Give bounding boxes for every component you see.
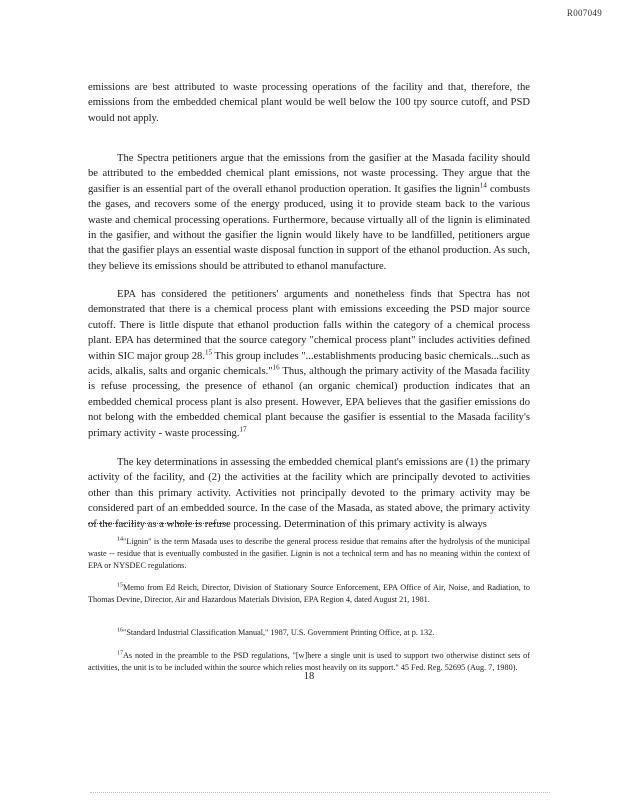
footnote-15-text: Memo from Ed Reich, Director, Division of Stationary Source Enforcement, EPA Office of Air, Noise, and Radiation, to Thomas Devine, Director, Air and Hazardous Materials Division, EPA Region 4, dated August 21, 1981. (88, 583, 530, 605)
paragraph-2-text-a: The Spectra petitioners argue that the emissions from the gasifier at the Masada facility should be attributed to the embedded chemical plant emissions, not waste processing. They argue that the gasifier is an essential part of the overall ethanol production operation. It gasifies the lignin (88, 153, 530, 195)
bottom-scan-edge (90, 792, 550, 793)
footnote-separator (88, 523, 228, 524)
paragraph-3 (88, 287, 530, 441)
footnote-14-mark: 14 (117, 536, 123, 543)
footnote-17-mark: 17 (117, 650, 123, 657)
page-number: 18 (303, 671, 315, 682)
paragraph-3-text-c: Thus, although the primary activity of the Masada facility is refuse processing, the presence of ethanol (an organic chemical) production indicates that an embedded chemical process plant is also present. However, EPA believes that the gasifier emissions do not belong with the embedded chemical plant because the gasifier is essential to the Masada facility's primary activity - waste processing. (88, 366, 530, 439)
document-id: R007049 (566, 8, 602, 18)
paragraph-2 (88, 151, 530, 274)
paragraph-3-text-a: EPA has considered the petitioners' arguments and nonetheless finds that Spectra has not demonstrated that there is a chemical process plant with emissions exceeding the PSD major source cutoff. There is little dispute that ethanol production falls within the category of a chemical process plant. EPA has determined that the source category "chemical process plant" includes activities defined within SIC major group 28. (88, 289, 530, 362)
paragraph-1: emissions are best attributed to waste processing operations of the facility and that, therefore, the emissions from the embedded chemical plant would be well below the 100 tpy source cutoff, and PSD would not apply. (88, 82, 530, 124)
paragraph-3-text-b: This group includes "...establishments producing basic chemicals...such as acids, alkalis, salts and organic chemicals." (88, 350, 531, 378)
footnote-ref-15: 15 (204, 348, 212, 357)
paragraph-4: The key determinations in assessing the embedded chemical plant's emissions are (1) the primary activity of the facility, and (2) the activities at the facility which are principally devoted to activities other than this primary activity. Activities not principally devoted to the primary activity may be considered part of an embedded source. In the case of the Masada, as stated above, the primary activity of the facility as a whole is refuse processing. Determination of this primary activity is always (88, 457, 530, 530)
footnote-ref-16: 16 (272, 363, 280, 372)
footnote-14-text: "Lignin" is the term Masada uses to describe the general process residue that remains after the hydrolysis of the municipal waste -- residue that is eventually combusted in the gasifier. Lignin is not a technical term and has no meaning within the context of EPA or NYSDEC regulations. (88, 537, 530, 571)
footnote-17-text: As noted in the preamble to the PSD regulations, "[w]here a single unit is used to support two otherwise distinct sets of activities, the unit is to be included within the source which relies most heavily on its support." 45 Fed. Reg. 52695 (Aug. 7, 1980). (88, 651, 530, 673)
footnote-16-mark: 16 (117, 627, 123, 634)
footnote-14 (88, 536, 530, 573)
footnote-16-text: "Standard Industrial Classification Manual," 1987, U.S. Government Printing Office, at p. 132. (123, 628, 435, 637)
footnote-15 (88, 582, 530, 606)
footnote-16 (88, 627, 530, 639)
paragraph-2-text-b: combusts the gases, and recovers some of the energy produced, using it to provide steam back to the various waste and chemical processing operations. Furthermore, because virtually all of the lignin is eliminated in the gasifier, and without the gasifier the lignin would likely have to be landfilled, petitioners argue that the gasifier plays an essential waste disposal function in support of the ethanol production. As such, they believe its emissions should be attributed to ethanol manufacture. (88, 183, 530, 272)
footnote-ref-17: 17 (239, 425, 247, 434)
footnote-ref-14: 14 (479, 181, 487, 190)
footnote-15-mark: 15 (117, 582, 123, 589)
